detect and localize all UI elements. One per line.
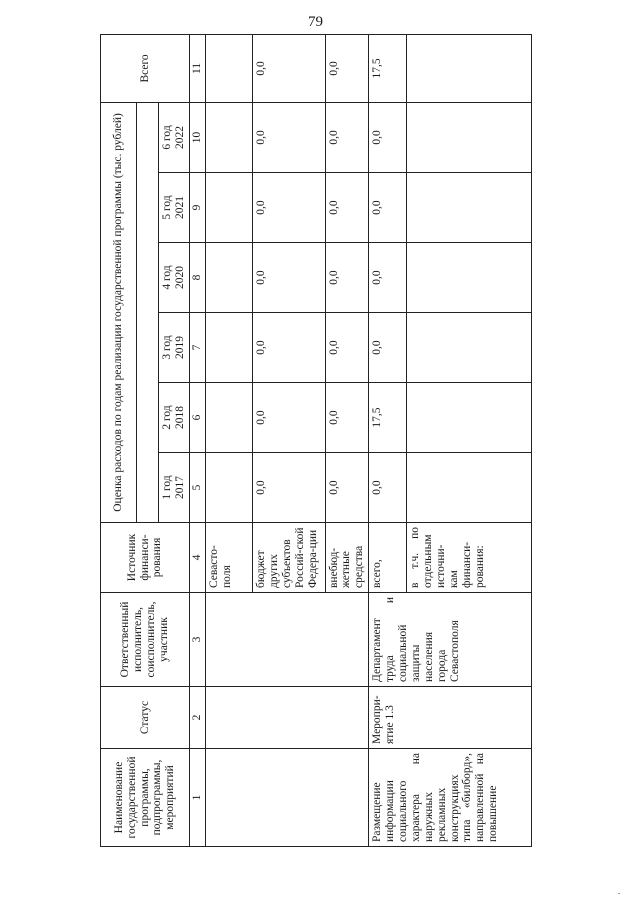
value-cell: 0,0	[369, 243, 407, 313]
value-cell: 0,0	[325, 453, 369, 523]
year-label: 5 год	[161, 195, 174, 220]
year-value: 2017	[174, 476, 187, 499]
value-cell	[407, 102, 532, 172]
value-cell	[407, 453, 532, 523]
total-cell	[407, 34, 532, 102]
value-cell: 0,0	[325, 102, 369, 172]
value-cell: 0,0	[369, 313, 407, 383]
value-cell	[407, 313, 532, 383]
header-total: Всего	[101, 34, 190, 102]
value-cell: 0,0	[325, 243, 369, 313]
measure-status-cell: Меропри-ятие 1.3	[369, 687, 532, 749]
value-cell	[206, 243, 253, 313]
value-cell: 0,0	[325, 383, 369, 453]
year-cell	[159, 383, 190, 453]
name-cell	[206, 749, 369, 847]
year-label: 1 год	[161, 475, 174, 500]
value-cell: 0,0	[253, 313, 325, 383]
col-number: 11	[190, 34, 206, 102]
year-cell	[159, 453, 190, 523]
year-cell	[159, 173, 190, 243]
table-viewport	[100, 35, 532, 847]
scan-mark	[618, 893, 620, 894]
header-status: Статус	[101, 687, 190, 749]
value-cell	[206, 313, 253, 383]
year-cell	[159, 313, 190, 383]
total-cell	[206, 34, 253, 102]
year-label: 3 год	[161, 335, 174, 360]
executor-cell	[206, 593, 369, 687]
source-cell: Севасто-поля	[206, 523, 253, 593]
header-row-1	[101, 34, 137, 846]
header-spacer	[137, 102, 159, 522]
value-cell: 0,0	[369, 173, 407, 243]
header-estimate: Оценка расходов по годам реализации государственной программы (тыс. рублей)	[101, 102, 137, 522]
header-name: Наименование государственной программы, подпрограммы, мероприятий	[101, 749, 190, 847]
value-cell: 0,0	[253, 453, 325, 523]
value-cell	[206, 383, 253, 453]
year-label: 2 год	[161, 405, 174, 430]
total-cell: 0,0	[325, 34, 369, 102]
year-value: 2022	[174, 125, 187, 149]
header-executor: Ответственный исполнитель, соисполнитель, участник	[101, 593, 190, 687]
value-cell	[407, 173, 532, 243]
measure-executor-cell: Департамент труда и социальной защиты населения города Севастополя	[369, 593, 532, 687]
year-value: 2020	[174, 266, 187, 289]
value-cell: 0,0	[253, 243, 325, 313]
value-cell: 0,0	[253, 102, 325, 172]
status-cell	[206, 687, 369, 749]
table-row	[369, 34, 407, 846]
col-number: 4	[190, 523, 206, 593]
total-cell: 17,5	[369, 34, 407, 102]
total-cell: 0,0	[253, 34, 325, 102]
column-numbers-row	[190, 34, 206, 846]
col-number: 9	[190, 173, 206, 243]
col-number: 2	[190, 687, 206, 749]
source-cell: бюджет других субъектов Россий-ской Федера-ции	[253, 523, 325, 593]
year-value: 2018	[174, 406, 187, 429]
col-number: 3	[190, 593, 206, 687]
value-cell: 0,0	[253, 383, 325, 453]
value-cell: 0,0	[369, 102, 407, 172]
measure-name-cell: Размещение информации социального характера на наружных рекламных конструкциях типа «билборд», направленной на повышение	[369, 749, 532, 847]
value-cell: 0,0	[325, 313, 369, 383]
value-cell	[206, 173, 253, 243]
col-number: 10	[190, 102, 206, 172]
year-label: 4 год	[161, 265, 174, 290]
year-value: 2019	[174, 336, 187, 359]
col-number: 8	[190, 243, 206, 313]
col-number: 7	[190, 313, 206, 383]
col-number: 1	[190, 749, 206, 847]
rotated-page	[100, 35, 532, 847]
value-cell: 0,0	[325, 173, 369, 243]
page-number: 79	[308, 14, 323, 30]
col-number: 6	[190, 383, 206, 453]
header-source: Источник финанси-рования	[101, 523, 190, 593]
year-cell	[159, 102, 190, 172]
value-cell	[407, 383, 532, 453]
source-cell: всего,	[369, 523, 407, 593]
source-cell: внебюд-жетные средства	[325, 523, 369, 593]
value-cell: 0,0	[253, 173, 325, 243]
value-cell: 17,5	[369, 383, 407, 453]
year-cell	[159, 243, 190, 313]
col-number: 5	[190, 453, 206, 523]
year-value: 2021	[174, 196, 187, 219]
table-row	[206, 34, 253, 846]
year-label: 6 год	[161, 125, 174, 150]
value-cell: 0,0	[369, 453, 407, 523]
expenses-table	[100, 34, 532, 847]
value-cell	[407, 243, 532, 313]
source-cell: в т.ч. по отдельным источни-кам финанси-рования:	[407, 523, 532, 593]
value-cell	[206, 453, 253, 523]
value-cell	[206, 102, 253, 172]
